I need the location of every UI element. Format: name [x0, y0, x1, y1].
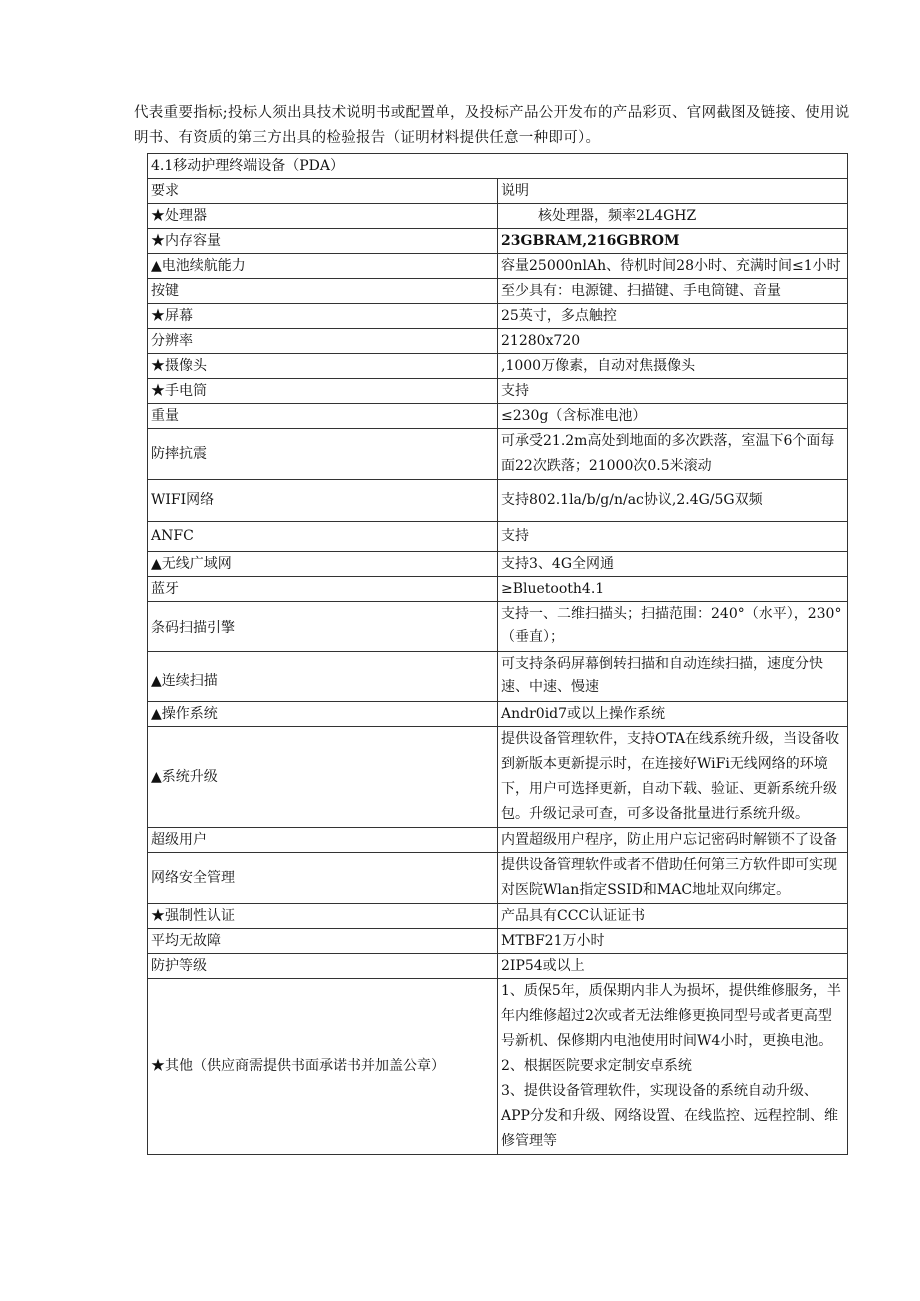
row-key: 防护等级	[148, 954, 498, 979]
row-key: WIFI网络	[148, 480, 498, 522]
table-row	[148, 727, 848, 828]
table-row	[148, 254, 848, 279]
row-key: ▲电池续航能力	[148, 254, 498, 279]
row-key: ▲无线广域网	[148, 552, 498, 577]
table-row	[148, 379, 848, 404]
table-row	[148, 552, 848, 577]
table-row	[148, 602, 848, 652]
table-title: 4.1移动护理终端设备（PDA）	[148, 154, 848, 179]
table-row	[148, 652, 848, 702]
table-row	[148, 828, 848, 853]
pda-spec-table	[147, 153, 848, 1155]
table-row	[148, 229, 848, 254]
row-value: Andr0id7或以上操作系统	[498, 702, 848, 727]
row-key: ★手电筒	[148, 379, 498, 404]
row-key: 防摔抗震	[148, 429, 498, 480]
row-value: 至少具有：电源键、扫描键、手电筒键、音量	[498, 279, 848, 304]
row-key: ★强制性认证	[148, 904, 498, 929]
table-row	[148, 954, 848, 979]
row-key: ▲连续扫描	[148, 652, 498, 702]
row-value: 25英寸，多点触控	[498, 304, 848, 329]
row-value: 21280x720	[498, 329, 848, 354]
row-value: 提供设备管理软件或者不借助任何第三方软件即可实现对医院Wlan指定SSID和MAC地址双向绑定。	[498, 853, 848, 904]
row-key: ANFC	[148, 522, 498, 552]
row-value: 产品具有CCC认证证书	[498, 904, 848, 929]
row-key: 分辨率	[148, 329, 498, 354]
table-row	[148, 279, 848, 304]
table-row	[148, 304, 848, 329]
row-key: ★内存容量	[148, 229, 498, 254]
row-key: ▲操作系统	[148, 702, 498, 727]
table-header-row	[148, 179, 848, 204]
row-key: 网络安全管理	[148, 853, 498, 904]
row-value: 核处理器，频率2L4GHZ	[498, 204, 848, 229]
row-key: ★摄像头	[148, 354, 498, 379]
row-value: ≥Bluetooth4.1	[498, 577, 848, 602]
table-row	[148, 929, 848, 954]
row-key: 超级用户	[148, 828, 498, 853]
table-row	[148, 354, 848, 379]
header-description: 说明	[498, 179, 848, 204]
row-key: ★处理器	[148, 204, 498, 229]
row-key: 重量	[148, 404, 498, 429]
table-row	[148, 429, 848, 480]
table-row	[148, 702, 848, 727]
table-row	[148, 522, 848, 552]
table-row	[148, 480, 848, 522]
row-key: 按键	[148, 279, 498, 304]
table-row	[148, 404, 848, 429]
table-row	[148, 904, 848, 929]
row-value: 支持3、4G全网通	[498, 552, 848, 577]
row-value: MTBF21万小时	[498, 929, 848, 954]
row-key: 条码扫描引擎	[148, 602, 498, 652]
row-value: 支持802.1la/b/g/n/ac协议,2.4G/5G双频	[498, 480, 848, 522]
row-value: 23GBRAM,216GBROM	[498, 229, 848, 254]
table-row	[148, 204, 848, 229]
row-key: ▲系统升级	[148, 727, 498, 828]
other-clause-2: 2、根据医院要求定制安卓系统	[501, 1058, 692, 1074]
row-key: 蓝牙	[148, 577, 498, 602]
row-value: 可支持条码屏幕倒转扫描和自动连续扫描，速度分快速、中速、慢速	[498, 652, 848, 702]
row-value: 容量25000nlAh、待机时间28小时、充满时间≤1小时	[498, 254, 848, 279]
other-clause-1: 1、质保5年，质保期内非人为损坏，提供维修服务，半年内维修超过2次或者无法维修更换同型号或者更高型号新机、保修期内电池使用时间W4小时，更换电池。	[501, 983, 841, 1049]
intro-paragraph: 代表重要指标;投标人须出具技术说明书或配置单，及投标产品公开发布的产品彩页、官网截图及链接、使用说明书、有资质的第三方出具的检验报告（证明材料提供任意一种即可）。	[134, 105, 850, 146]
row-value: 可承受21.2m高处到地面的多次跌落，室温下6个面每面22次跌落；21000次0.5米滚动	[498, 429, 848, 480]
row-value: ≤230g（含标准电池）	[498, 404, 848, 429]
row-value: 支持	[498, 522, 848, 552]
row-value: 支持一、二维扫描头；扫描范围：240°（水平），230°（垂直）；	[498, 602, 848, 652]
row-value: 支持	[498, 379, 848, 404]
table-row	[148, 853, 848, 904]
table-row	[148, 979, 848, 1155]
row-key: 平均无故障	[148, 929, 498, 954]
table-title-row	[148, 154, 848, 179]
row-value: 提供设备管理软件，支持OTA在线系统升级，当设备收到新版本更新提示时，在连接好WiFi无线网络的环境下，用户可选择更新，自动下载、验证、更新系统升级包。升级记录可查，可多设备批量进行系统升级。	[498, 727, 848, 828]
header-requirement: 要求	[148, 179, 498, 204]
row-value: 内置超级用户程序，防止用户忘记密码时解锁不了设备	[498, 828, 848, 853]
row-value: ,1000万像素，自动对焦摄像头	[498, 354, 848, 379]
row-value-multi	[498, 979, 848, 1155]
table-row	[148, 329, 848, 354]
other-clause-3: 3、提供设备管理软件，实现设备的系统自动升级、APP分发和升级、网络设置、在线监控、远程控制、维修管理等	[501, 1083, 838, 1149]
row-key: ★屏幕	[148, 304, 498, 329]
table-row	[148, 577, 848, 602]
row-value: 2IP54或以上	[498, 954, 848, 979]
row-key: ★其他（供应商需提供书面承诺书并加盖公章）	[148, 979, 498, 1155]
